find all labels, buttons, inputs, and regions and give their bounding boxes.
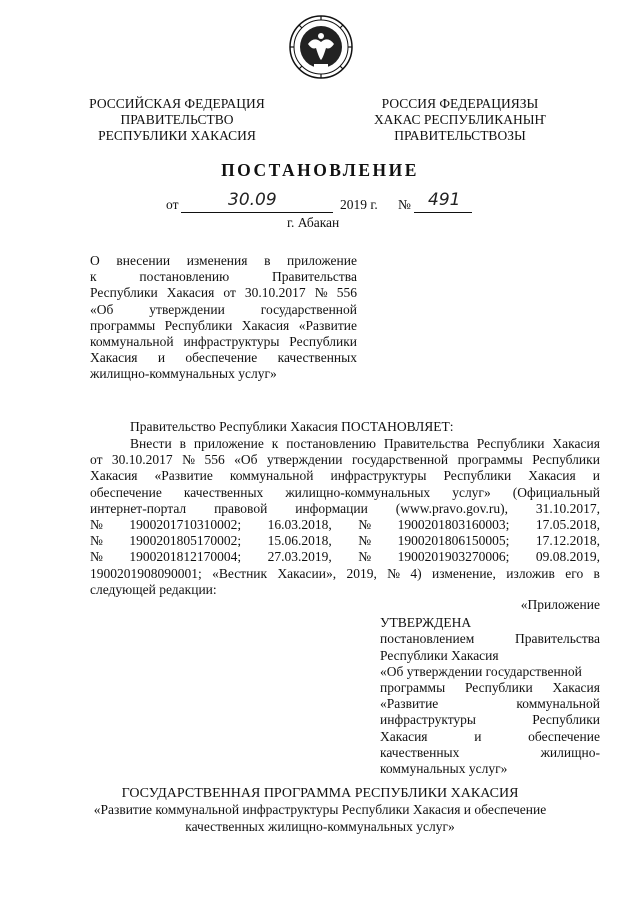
year-label: 2019 г.: [340, 197, 378, 212]
decree-line: Правительство Республики Хакасия ПОСТАНОВЛЯЕТ:: [130, 419, 454, 434]
subject-line: к постановлению Правительства: [90, 269, 357, 285]
subject-line: О внесении изменения в приложение: [90, 253, 357, 268]
header-left-line: ПРАВИТЕЛЬСТВО: [120, 112, 234, 127]
body-line: интернет-портал правовой информации (www.pravo.gov.ru), 31.10.2017,: [90, 500, 600, 516]
appendix-line: коммунальных услуг»: [380, 761, 508, 777]
body-line: № 1900201812170004; 27.03.2019, № 1900201903270006; 09.08.2019,: [90, 549, 600, 565]
body-line: обеспечение качественных жилищно-коммунальных услуг» (Официальный: [90, 484, 600, 500]
appendix-line: качественных жилищно-: [380, 744, 600, 760]
appendix-line: «Об утверждении государственной: [380, 663, 582, 679]
body-line: 1900201908090001; «Вестник Хакасии», 2019, № 4) изменение, изложив его в: [90, 565, 600, 581]
appendix-line: программы Республики Хакасия: [380, 680, 600, 696]
header-right-line: ПРАВИТЕЛЬСТВОЗЫ: [394, 128, 526, 143]
body-paragraph: [90, 436, 600, 598]
appendix-line: Хакасия и обеспечение: [380, 728, 600, 744]
appendix-line: постановлением Правительства: [380, 631, 600, 647]
subject-line: коммунальной инфраструктуры Республики: [90, 334, 357, 350]
header-left: [72, 96, 282, 144]
appendix-line: инфраструктуры Республики: [380, 712, 600, 728]
header-right-line: РОССИЯ ФЕДЕРАЦИЯЗЫ: [381, 96, 539, 111]
body-line: № 1900201710310002; 16.03.2018, № 1900201803160003; 17.05.2018,: [90, 517, 600, 533]
appendix-line: «Развитие коммунальной: [380, 696, 600, 712]
program-title: ГОСУДАРСТВЕННАЯ ПРОГРАММА РЕСПУБЛИКИ ХАКАСИЯ: [121, 786, 519, 801]
from-label: от: [166, 197, 179, 212]
program-subtitle-1: «Развитие коммунальной инфраструктуры Республики Хакасия и обеспечение: [93, 802, 547, 817]
approved-label: УТВЕРЖДЕНА: [380, 615, 472, 631]
city: г. Абакан: [287, 215, 340, 230]
subject-line: программы Республики Хакасия «Развитие: [90, 317, 357, 333]
body-line: от 30.10.2017 № 556 «Об утверждении государственной программы Республики: [90, 452, 600, 468]
appendix-label: «Приложение: [520, 597, 600, 612]
header-right: [350, 96, 570, 144]
subject-line: «Об утверждении государственной: [90, 301, 357, 317]
number-value: 491: [428, 190, 461, 210]
body-line: № 1900201805170002; 15.06.2018, № 1900201806150005; 17.12.2018,: [90, 533, 600, 549]
coat-of-arms-emblem: [286, 14, 356, 80]
subject-line: жилищно-коммунальных услуг»: [90, 366, 277, 382]
body-line: Хакасия «Развитие коммунальной инфраструктуры Республики Хакасия и: [90, 468, 600, 484]
header-left-line: РЕСПУБЛИКИ ХАКАСИЯ: [98, 128, 256, 143]
document-title: ПОСТАНОВЛЕНИЕ: [221, 160, 419, 180]
header-right-line: ХАКАС РЕСПУБЛИКАНЫҤ: [373, 112, 547, 127]
subject-line: Хакасия и обеспечение качественных: [90, 350, 357, 366]
header-left-line: РОССИЙСКАЯ ФЕДЕРАЦИЯ: [89, 96, 265, 111]
program-subtitle-2: качественных жилищно-коммунальных услуг»: [185, 819, 455, 834]
body-line: следующей редакции:: [90, 581, 217, 597]
subject-block: [90, 253, 357, 383]
appendix-block: [380, 597, 600, 777]
subject-line: Республики Хакасия от 30.10.2017 № 556: [90, 285, 357, 301]
body-line: Внести в приложение к постановлению Правительства Республики Хакасия: [130, 436, 600, 451]
number-label: №: [398, 197, 411, 212]
date-value: 30.09: [228, 190, 277, 210]
number-underline: [414, 211, 472, 213]
appendix-line: Республики Хакасия: [380, 647, 499, 663]
date-number-line: [0, 190, 640, 216]
date-underline: [181, 211, 333, 213]
